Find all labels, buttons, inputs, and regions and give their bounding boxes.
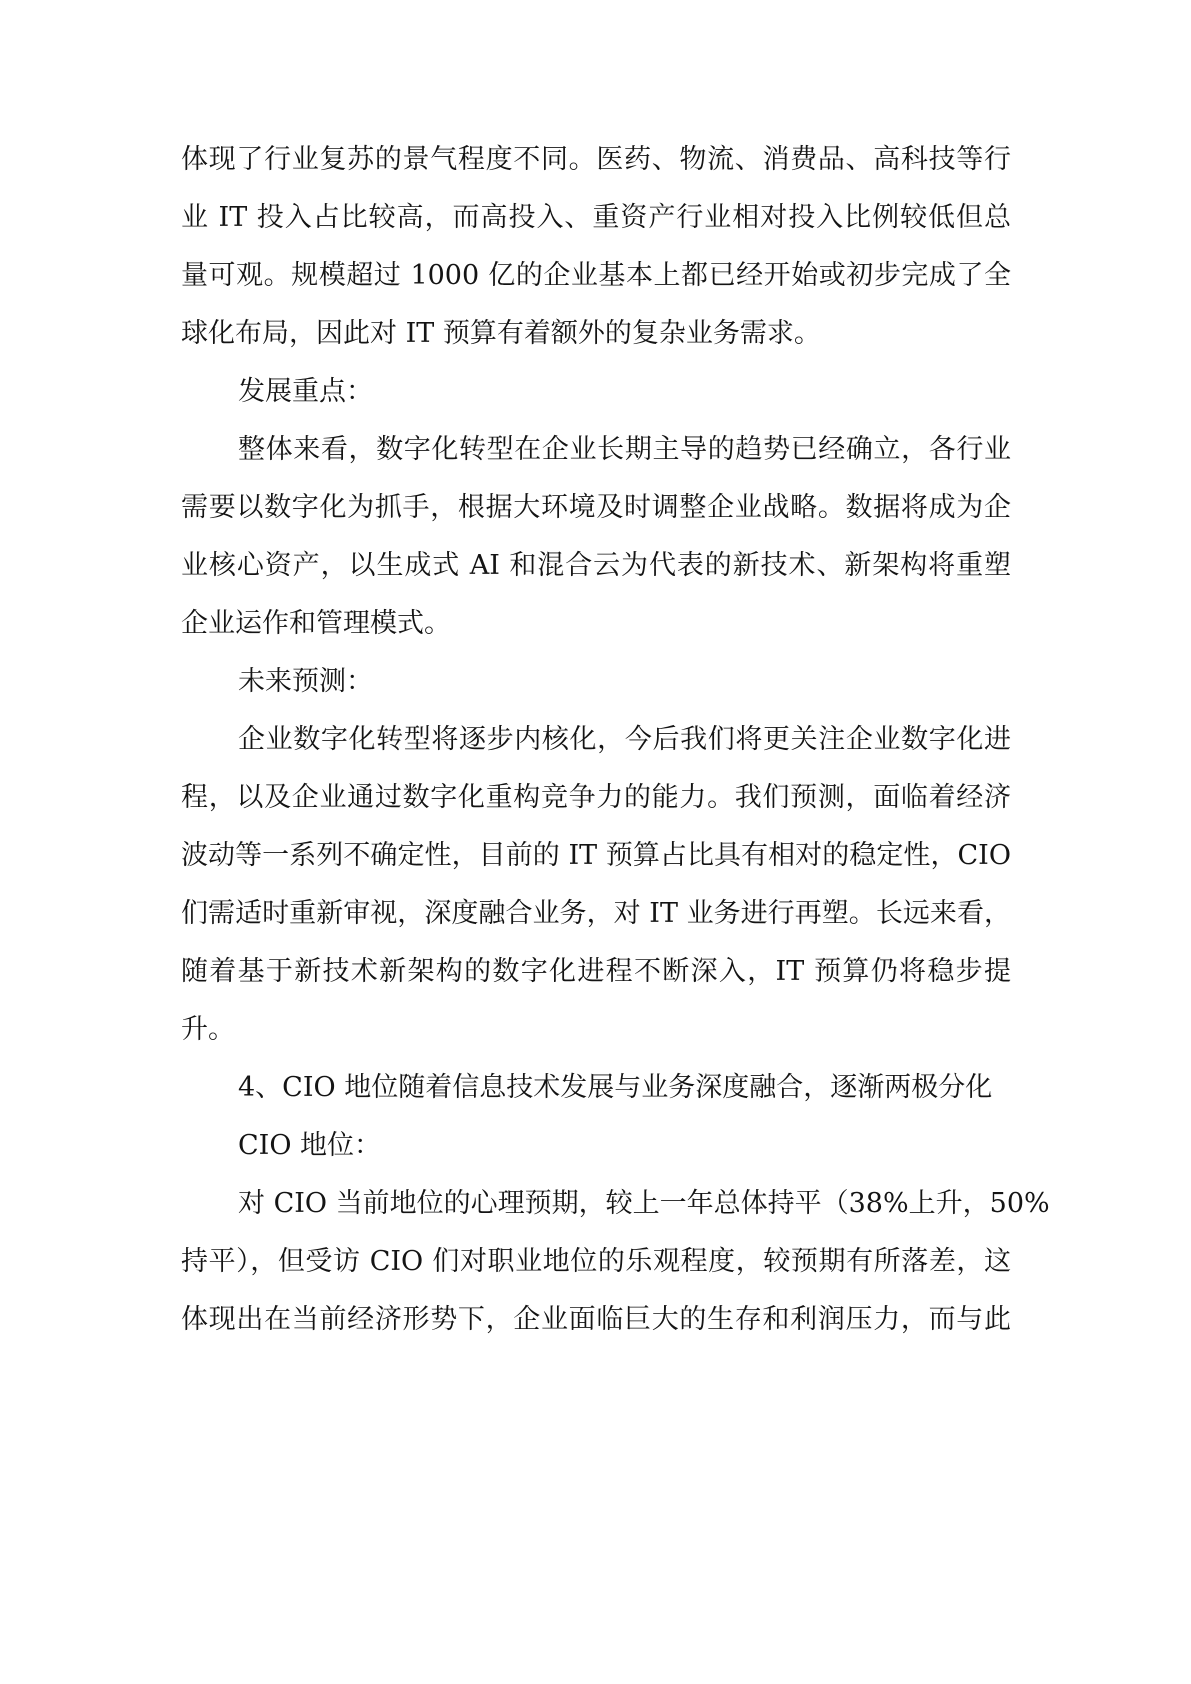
section-heading: 未来预测： <box>238 666 373 697</box>
body-text-line: 球化布局，因此对 IT 预算有着额外的复杂业务需求。 <box>181 318 821 349</box>
section-heading: CIO 地位： <box>238 1130 382 1161</box>
body-text-line: 需要以数字化为抓手，根据大环境及时调整企业战略。数据将成为企 <box>181 492 1011 523</box>
section-heading: 发展重点： <box>238 376 373 407</box>
body-text-line: 企业数字化转型将逐步内核化，今后我们将更关注企业数字化进 <box>238 724 1011 755</box>
body-text-line: 量可观。规模超过 1000 亿的企业基本上都已经开始或初步完成了全 <box>181 260 1011 291</box>
body-text-line: 业 IT 投入占比较高，而高投入、重资产行业相对投入比例较低但总 <box>181 202 1011 233</box>
body-text-line: 企业运作和管理模式。 <box>181 608 451 639</box>
body-text-line: 随着基于新技术新架构的数字化进程不断深入，IT 预算仍将稳步提 <box>181 956 1011 987</box>
body-text-line: 升。 <box>181 1014 235 1045</box>
body-text-line: 波动等一系列不确定性，目前的 IT 预算占比具有相对的稳定性，CIO <box>181 840 1011 871</box>
body-text-line: 体现了行业复苏的景气程度不同。医药、物流、消费品、高科技等行 <box>181 144 1011 175</box>
body-text-line: 业核心资产，以生成式 AI 和混合云为代表的新技术、新架构将重塑 <box>181 550 1011 581</box>
section-heading: 4、CIO 地位随着信息技术发展与业务深度融合，逐渐两极分化 <box>238 1072 993 1103</box>
body-text-line: 持平），但受访 CIO 们对职业地位的乐观程度，较预期有所落差，这 <box>181 1246 1011 1277</box>
body-text-line: 对 CIO 当前地位的心理预期，较上一年总体持平（38%上升，50% <box>238 1188 1050 1219</box>
body-text-line: 体现出在当前经济形势下，企业面临巨大的生存和利润压力，而与此 <box>181 1304 1011 1335</box>
body-text-line: 程，以及企业通过数字化重构竞争力的能力。我们预测，面临着经济 <box>181 782 1011 813</box>
body-text-line: 整体来看，数字化转型在企业长期主导的趋势已经确立，各行业 <box>238 434 1011 465</box>
body-text-line: 们需适时重新审视，深度融合业务，对 IT 业务进行再塑。长远来看， <box>181 898 1011 929</box>
